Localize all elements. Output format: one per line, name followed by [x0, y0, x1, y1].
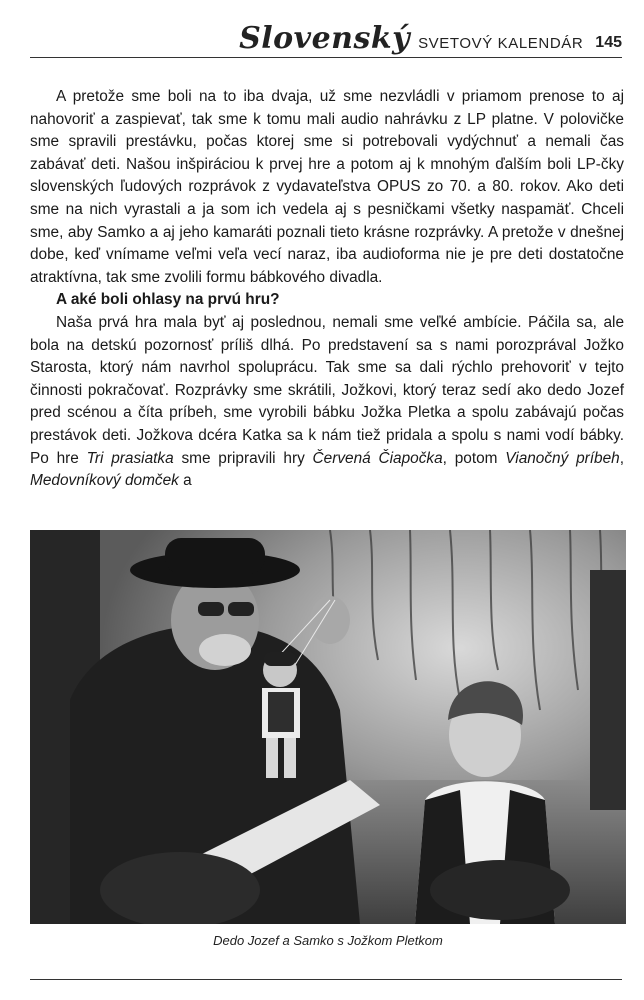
footer-divider	[30, 979, 622, 980]
interview-question: A aké boli ohlasy na prvú hru?	[56, 291, 280, 309]
paragraph-2-text-4: a	[183, 472, 192, 490]
page-header	[30, 14, 622, 56]
paragraph-2: Naša prvá hra mala byť aj poslednou, nemali sme veľké ambície. Páčila sa, ale bola na detskú pozornosť príliš dlhá. Po predstavení sa s nami porozprával Jožko Starosta, ktorý nám navrhol spoluprácu. Tak sme sa dali rýchlo prehovoriť v tejto činnosti pokračovať. Rozprávky sme skrátili, Jožkovi, ktorý teraz sedí ako dedo Jozef pred scénou a číta príbeh, sme vyrobili bábku Jožka Pletka a spolu zabávajú počas prestávok deti. Jožkova dcéra Katka sa k nám tiež pridala a spolu s nami vodí bábky. Po hre Tri prasiatka sme pripravili hry Červená Čiapočka, potom Vianočný príbeh, Medovníkový domček a	[30, 313, 625, 490]
paragraph-1: A pretože sme boli na to iba dvaja, už sme nezvládli v priamom prenose to aj nahovoriť a zaspievať, tak sme k tomu mali audio nahrávku z LP platne. V polovičke sme spravili prestávku, počas ktorej sme si potrebovali vydýchnuť a nemali čas zabávať deti. Našou inšpiráciou k prvej hre a potom aj k mnohým ďalším boli LP-čky slovenských ľudových rozprávok z vydavateľstva OPUS zo 70. a 80. rokov. Ako deti sme na nich vyrastali a ja som ich vedela aj s pesničkami všetky naspamäť. Chceli sme, aby Samko a aj jeho kamaráti poznali tieto krásne rozprávky. A pretože v dnešnej dobe, keď vnímame veľmi veľa vecí naraz, iba audioforma nie je pre deti dostatočne atraktívna, tak sme zvolili formu bábkového divadla.	[30, 88, 624, 286]
magazine-logo: Slovenský	[239, 21, 411, 56]
play-title-medovnikovy-domcek: Medovníkový domček	[30, 472, 179, 490]
paragraph-2-text: Naša prvá hra mala byť aj poslednou, nemali sme veľké ambície. Páčila sa, ale bola na detskú pozornosť príliš dlhá. Po predstavení sa s nami porozprával Jožko Starosta, ktorý nám navrhol spoluprácu. Tak sme sa dali rýchlo prehovoriť v tejto činnosti pokračovať. Rozprávky sme skrátili, Jožkovi, ktorý teraz sedí ako dedo Jozef pred scénou a číta príbeh, sme vyrobili bábku Jožka Pletka a spolu zabávajú počas prestávok deti. Jožkova dcéra Katka sa k nám tiež pridala a spolu s nami vodí bábky. Po hre	[30, 313, 624, 467]
paragraph-2-text-3: , potom	[442, 449, 498, 467]
page-number: 145	[595, 34, 622, 51]
play-title-tri-prasiatka: Tri prasiatka	[86, 449, 174, 467]
header-divider	[30, 57, 622, 58]
magazine-title: SVETOVÝ KALENDÁR	[418, 35, 584, 52]
paragraph-2-text-2: sme pripravili hry	[181, 449, 305, 467]
play-title-cervena-ciapocka: Červená Čiapočka	[312, 449, 443, 467]
article-photo	[30, 530, 626, 924]
play-title-vianocny-pribeh: Vianočný príbeh	[505, 449, 620, 467]
article-body	[30, 86, 624, 493]
photo-caption: Dedo Jozef a Samko s Jožkom Pletkom	[213, 933, 443, 948]
